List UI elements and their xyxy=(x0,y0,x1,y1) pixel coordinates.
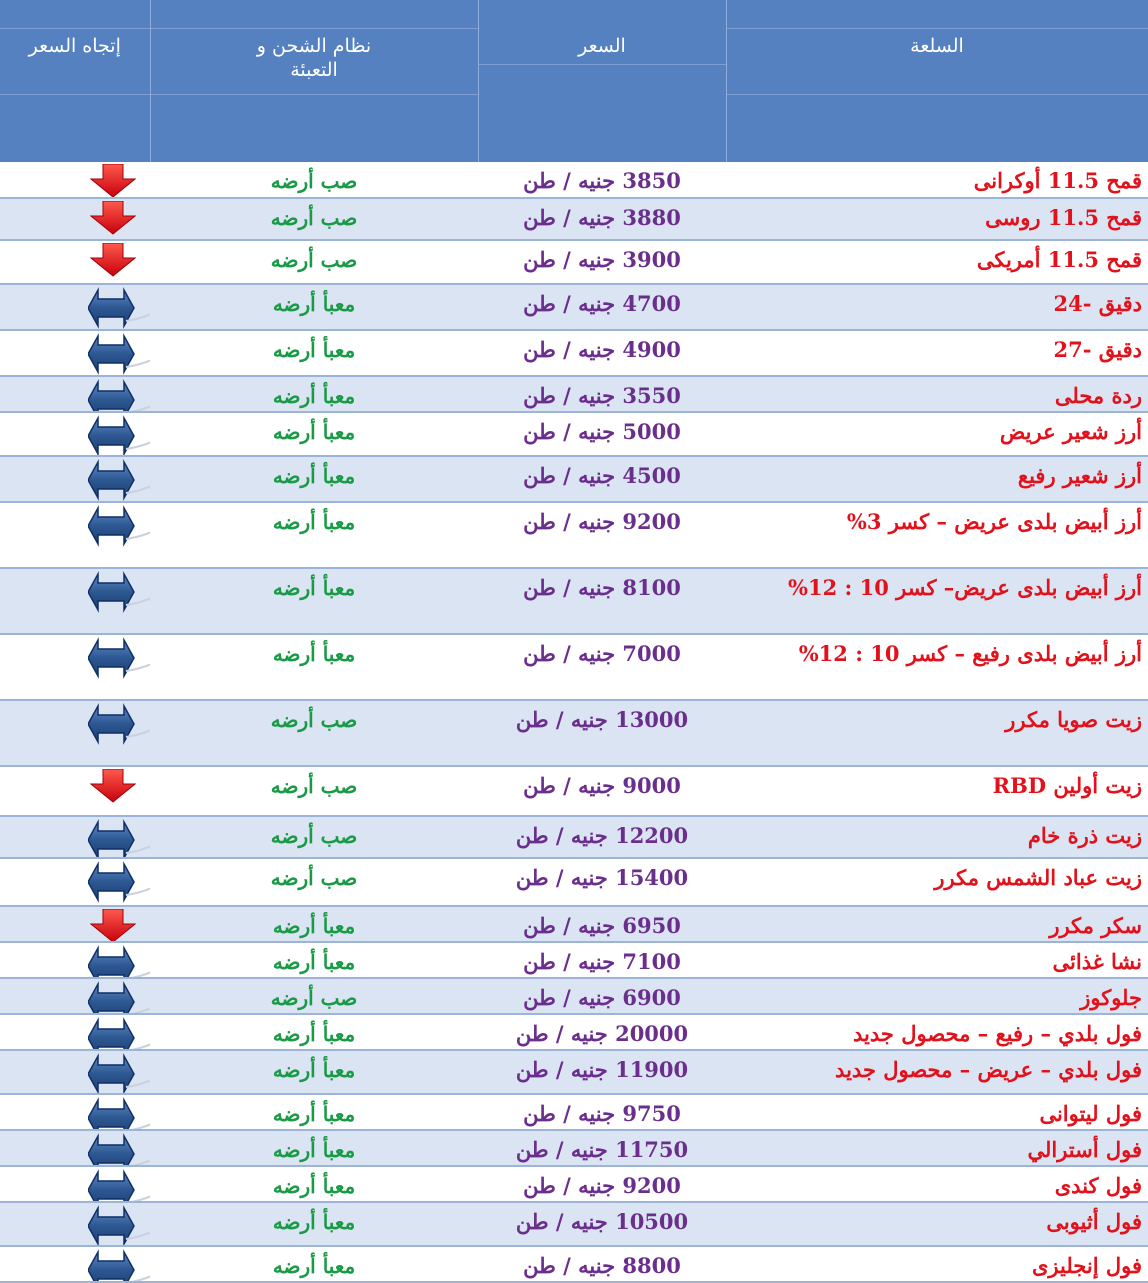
price-cell: 4500 جنيه / طن xyxy=(478,456,726,502)
table-row xyxy=(0,906,1148,942)
price-cell: 5000 جنيه / طن xyxy=(478,412,726,456)
double-arrow-icon xyxy=(88,569,150,615)
table-row xyxy=(0,634,1148,700)
table-row xyxy=(0,240,1148,284)
price-cell: 3850 جنيه / طن xyxy=(478,162,726,198)
item-cell: فول إنجليزى xyxy=(726,1246,1148,1282)
header-item: السلعة xyxy=(726,0,1148,162)
price-cell: 9200 جنيه / طن xyxy=(478,502,726,568)
price-cell: 6950 جنيه / طن xyxy=(478,906,726,942)
table-row xyxy=(0,1246,1148,1282)
trend-cell xyxy=(0,162,150,198)
trend-cell xyxy=(0,816,150,858)
trend-cell xyxy=(0,198,150,240)
item-cell: فول أثيوبى xyxy=(726,1202,1148,1246)
table-row xyxy=(0,1050,1148,1094)
header-trend: إتجاه السعر xyxy=(0,0,150,162)
double-arrow-icon xyxy=(88,1095,150,1130)
trend-cell xyxy=(0,858,150,906)
shipping-cell: معبأ أرضه xyxy=(150,502,478,568)
table-row xyxy=(0,1166,1148,1202)
double-arrow-icon xyxy=(88,1167,150,1202)
shipping-cell: صب أرضه xyxy=(150,700,478,766)
shipping-cell: صب أرضه xyxy=(150,978,478,1014)
item-cell: نشا غذائى xyxy=(726,942,1148,978)
trend-cell xyxy=(0,568,150,634)
table-row xyxy=(0,456,1148,502)
trend-cell xyxy=(0,502,150,568)
trend-cell xyxy=(0,1094,150,1130)
down-arrow-icon xyxy=(90,164,136,198)
double-arrow-icon xyxy=(88,635,150,681)
price-cell: 4700 جنيه / طن xyxy=(478,284,726,330)
shipping-cell: معبأ أرضه xyxy=(150,456,478,502)
trend-cell xyxy=(0,284,150,330)
price-cell: 8800 جنيه / طن xyxy=(478,1246,726,1282)
trend-cell xyxy=(0,906,150,942)
item-cell: أرز أبيض بلدى عريض – كسر 3% xyxy=(726,502,1148,568)
item-cell: أرز شعير رفيع xyxy=(726,456,1148,502)
item-cell: أرز أبيض بلدى عريض– كسر 10 : 12% xyxy=(726,568,1148,634)
shipping-cell: معبأ أرضه xyxy=(150,634,478,700)
shipping-cell: صب أرضه xyxy=(150,766,478,816)
trend-cell xyxy=(0,978,150,1014)
double-arrow-icon xyxy=(88,1247,150,1282)
double-arrow-icon xyxy=(88,701,150,747)
price-cell: 3880 جنيه / طن xyxy=(478,198,726,240)
trend-cell xyxy=(0,1202,150,1246)
trend-cell xyxy=(0,942,150,978)
double-arrow-icon xyxy=(88,817,150,858)
table-row xyxy=(0,284,1148,330)
price-cell: 3550 جنيه / طن xyxy=(478,376,726,412)
price-cell: 12200 جنيه / طن xyxy=(478,816,726,858)
header-row xyxy=(0,0,1148,162)
double-arrow-icon xyxy=(88,859,150,905)
item-cell: دقيق -24 xyxy=(726,284,1148,330)
shipping-cell: معبأ أرضه xyxy=(150,1130,478,1166)
table-row xyxy=(0,330,1148,376)
item-cell: فول بلدي – عريض – محصول جديد xyxy=(726,1050,1148,1094)
down-arrow-icon xyxy=(90,201,136,235)
price-cell: 13000 جنيه / طن xyxy=(478,700,726,766)
price-cell: 10500 جنيه / طن xyxy=(478,1202,726,1246)
item-cell: سكر مكرر xyxy=(726,906,1148,942)
table-row xyxy=(0,700,1148,766)
table-body xyxy=(0,162,1148,1282)
trend-cell xyxy=(0,1166,150,1202)
trend-cell xyxy=(0,1014,150,1050)
trend-cell xyxy=(0,1246,150,1282)
shipping-cell: معبأ أرضه xyxy=(150,284,478,330)
shipping-cell: معبأ أرضه xyxy=(150,1246,478,1282)
item-cell: زيت عباد الشمس مكرر xyxy=(726,858,1148,906)
double-arrow-icon xyxy=(88,331,150,376)
shipping-cell: معبأ أرضه xyxy=(150,1166,478,1202)
item-cell: أرز أبيض بلدى رفيع – كسر 10 : 12% xyxy=(726,634,1148,700)
down-arrow-icon xyxy=(90,909,136,942)
price-cell: 11900 جنيه / طن xyxy=(478,1050,726,1094)
item-cell: فول أسترالي xyxy=(726,1130,1148,1166)
shipping-cell: معبأ أرضه xyxy=(150,942,478,978)
shipping-cell: معبأ أرضه xyxy=(150,330,478,376)
item-cell: جلوكوز xyxy=(726,978,1148,1014)
double-arrow-icon xyxy=(88,979,150,1014)
double-arrow-icon xyxy=(88,1203,150,1246)
trend-cell xyxy=(0,376,150,412)
item-cell: زيت أولين RBD xyxy=(726,766,1148,816)
table-row xyxy=(0,198,1148,240)
trend-cell xyxy=(0,1130,150,1166)
item-cell: فول كندى xyxy=(726,1166,1148,1202)
trend-cell xyxy=(0,700,150,766)
double-arrow-icon xyxy=(88,943,150,978)
table-row xyxy=(0,978,1148,1014)
trend-cell xyxy=(0,766,150,816)
table-row xyxy=(0,1202,1148,1246)
shipping-cell: صب أرضه xyxy=(150,198,478,240)
table-row xyxy=(0,766,1148,816)
shipping-cell: معبأ أرضه xyxy=(150,376,478,412)
price-cell: 6900 جنيه / طن xyxy=(478,978,726,1014)
shipping-cell: صب أرضه xyxy=(150,162,478,198)
table-row xyxy=(0,858,1148,906)
table-row xyxy=(0,502,1148,568)
table-row xyxy=(0,162,1148,198)
shipping-cell: معبأ أرضه xyxy=(150,906,478,942)
double-arrow-icon xyxy=(88,1015,150,1050)
price-cell: 9750 جنيه / طن xyxy=(478,1094,726,1130)
double-arrow-icon xyxy=(88,457,150,502)
shipping-cell: صب أرضه xyxy=(150,240,478,284)
shipping-cell: معبأ أرضه xyxy=(150,1202,478,1246)
double-arrow-icon xyxy=(88,285,150,330)
trend-cell xyxy=(0,240,150,284)
double-arrow-icon xyxy=(88,503,150,549)
table-row xyxy=(0,1130,1148,1166)
shipping-cell: معبأ أرضه xyxy=(150,1094,478,1130)
header-shipping: نظام الشحن و التعبئة xyxy=(150,0,478,162)
price-cell: 8100 جنيه / طن xyxy=(478,568,726,634)
double-arrow-icon xyxy=(88,413,150,456)
price-cell: 15400 جنيه / طن xyxy=(478,858,726,906)
price-cell: 20000 جنيه / طن xyxy=(478,1014,726,1050)
table-row xyxy=(0,412,1148,456)
item-cell: قمح 11.5 أمريكى xyxy=(726,240,1148,284)
price-cell: 3900 جنيه / طن xyxy=(478,240,726,284)
table-row xyxy=(0,376,1148,412)
trend-cell xyxy=(0,456,150,502)
trend-cell xyxy=(0,634,150,700)
item-cell: فول بلدي – رفيع – محصول جديد xyxy=(726,1014,1148,1050)
item-cell: زيت صويا مكرر xyxy=(726,700,1148,766)
shipping-cell: صب أرضه xyxy=(150,816,478,858)
shipping-cell: معبأ أرضه xyxy=(150,568,478,634)
double-arrow-icon xyxy=(88,377,150,412)
price-cell: 7100 جنيه / طن xyxy=(478,942,726,978)
table-row xyxy=(0,1094,1148,1130)
price-cell: 9000 جنيه / طن xyxy=(478,766,726,816)
table-row xyxy=(0,568,1148,634)
shipping-cell: معبأ أرضه xyxy=(150,1014,478,1050)
shipping-cell: معبأ أرضه xyxy=(150,1050,478,1094)
table-row xyxy=(0,816,1148,858)
trend-cell xyxy=(0,412,150,456)
item-cell: دقيق -27 xyxy=(726,330,1148,376)
item-cell: قمح 11.5 روسى xyxy=(726,198,1148,240)
item-cell: قمح 11.5 أوكرانى xyxy=(726,162,1148,198)
double-arrow-icon xyxy=(88,1131,150,1166)
price-cell: 4900 جنيه / طن xyxy=(478,330,726,376)
header-price: السعر xyxy=(478,0,726,162)
down-arrow-icon xyxy=(90,769,136,803)
shipping-cell: معبأ أرضه xyxy=(150,412,478,456)
shipping-cell: صب أرضه xyxy=(150,858,478,906)
price-cell: 9200 جنيه / طن xyxy=(478,1166,726,1202)
double-arrow-icon xyxy=(88,1051,150,1094)
price-cell: 7000 جنيه / طن xyxy=(478,634,726,700)
down-arrow-icon xyxy=(90,243,136,277)
trend-cell xyxy=(0,330,150,376)
item-cell: زيت ذرة خام xyxy=(726,816,1148,858)
trend-cell xyxy=(0,1050,150,1094)
table-row xyxy=(0,1014,1148,1050)
item-cell: ردة محلى xyxy=(726,376,1148,412)
price-cell: 11750 جنيه / طن xyxy=(478,1130,726,1166)
table-row xyxy=(0,942,1148,978)
item-cell: فول ليتوانى xyxy=(726,1094,1148,1130)
item-cell: أرز شعير عريض xyxy=(726,412,1148,456)
